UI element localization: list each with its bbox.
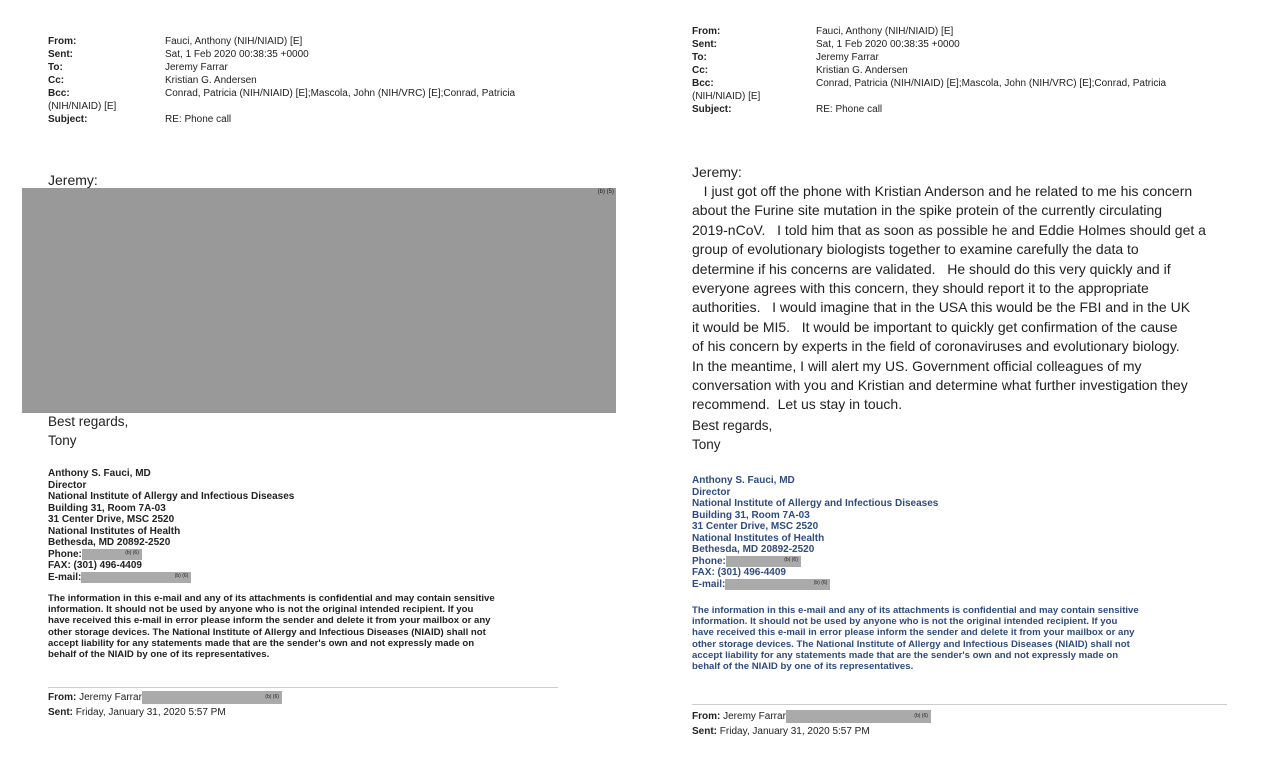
signature-line: 31 Center Drive, MSC 2520 <box>692 521 819 532</box>
body-line: of his concern by experts in the field of coronaviruses and evolutionary biology. <box>692 338 1180 355</box>
signature-line: Anthony S. Fauci, MD <box>48 468 151 479</box>
signature-line: Building 31, Room 7A-03 <box>692 509 810 521</box>
disclaimer-line: have received this e-mail in error please inform the sender and delete it from your mailbox or any <box>692 627 1135 639</box>
fax-line: FAX: (301) 496-4409 <box>48 560 142 571</box>
fax-line: FAX: (301) 496-4409 <box>692 567 786 578</box>
divider <box>692 704 1227 705</box>
signature-block <box>48 468 294 583</box>
from-value: Fauci, Anthony (NIH/NIAID) [E] <box>165 36 303 47</box>
disclaimer-line: behalf of the NIAID by one of its representatives. <box>48 649 270 661</box>
email-label: E-mail: <box>692 578 726 590</box>
closing-name: Tony <box>48 433 77 448</box>
prev-from-label: From: <box>48 692 77 703</box>
phone-redaction-tag: (b) (6) <box>125 549 139 556</box>
body-line: about the Furine site mutation in the spike protein of the currently circulating <box>692 202 1163 219</box>
body-line: it would be MI5. It would be important to quickly get confirmation of the cause <box>692 318 1178 335</box>
subject-value: RE: Phone call <box>165 114 232 125</box>
signature-line: Director <box>48 479 87 491</box>
signature-line: National Institutes of Health <box>48 525 181 537</box>
to-value: Jeremy Farrar <box>816 52 879 63</box>
body-line: everyone agrees with this concern, they should report it to the appropriate <box>692 280 1149 297</box>
to-label: To: <box>692 52 707 63</box>
body-line: group of evolutionary biologists together to examine carefully the data to <box>692 241 1139 258</box>
body-line: conversation with you and Kristian and determine what further investigation they <box>692 377 1188 394</box>
prev-sent-value: Friday, January 31, 2020 5:57 PM <box>75 707 226 718</box>
bcc-continued: (NIH/NIAID) [E] <box>692 91 761 102</box>
signature-block <box>692 475 938 590</box>
salutation: Jeremy: <box>48 172 98 188</box>
signature-line: National Institute of Allergy and Infectious Diseases <box>48 491 295 502</box>
disclaimer-line: behalf of the NIAID by one of its representatives. <box>692 661 914 673</box>
phone-label: Phone: <box>48 548 82 560</box>
disclaimer-line: information. It should not be used by anyone who is not the original intended recipient. If you <box>692 616 1118 628</box>
prev-from-redaction-tag: (b) (6) <box>265 693 279 700</box>
to-value: Jeremy Farrar <box>165 62 228 73</box>
bcc-value: Conrad, Patricia (NIH/NIAID) [E];Mascola, John (NIH/VRC) [E];Conrad, Patricia <box>165 88 516 99</box>
sent-value: Sat, 1 Feb 2020 00:38:35 +0000 <box>816 39 960 50</box>
divider <box>48 687 558 688</box>
disclaimer-line: The information in this e-mail and any of its attachments is confidential and may contain sensitive <box>48 593 495 604</box>
closing-name: Tony <box>692 437 721 452</box>
prev-from-label: From: <box>692 711 721 722</box>
signature-line: National Institutes of Health <box>692 532 825 544</box>
subject-value: RE: Phone call <box>816 104 883 115</box>
to-label: To: <box>48 62 63 73</box>
body-line: recommend. Let us stay in touch. <box>692 396 903 413</box>
disclaimer-line: The information in this e-mail and any of its attachments is confidential and may contain sensitive <box>692 605 1139 616</box>
email-header <box>48 35 608 126</box>
phone-line <box>692 556 938 568</box>
prev-from-value: Jeremy Farrar <box>723 711 786 722</box>
email-label: E-mail: <box>48 571 82 583</box>
disclaimer-line: have received this e-mail in error please inform the sender and delete it from your mailbox or any <box>48 615 491 627</box>
cc-label: Cc: <box>692 65 709 76</box>
cc-label: Cc: <box>48 75 65 86</box>
previous-message-header <box>48 690 282 720</box>
phone-redaction <box>82 549 142 560</box>
prev-from-value: Jeremy Farrar <box>79 692 142 703</box>
salutation: Jeremy: <box>692 164 742 180</box>
phone-line <box>48 549 294 561</box>
bcc-label: Bcc: <box>48 88 70 99</box>
subject-label: Subject: <box>48 114 88 125</box>
phone-redaction <box>726 556 801 567</box>
email-line <box>48 572 294 584</box>
body-line: In the meantime, I will alert my US. Government official colleagues of my <box>692 357 1142 374</box>
redaction-tag: (b) (5) <box>597 189 614 195</box>
disclaimer-line: information. It should not be used by anyone who is not the original intended recipient. If you <box>48 604 474 616</box>
body-line: 2019-nCoV. I told him that as soon as possible he and Eddie Holmes should get a <box>692 221 1206 238</box>
body-line: authorities. I would imagine that in the USA this would be the FBI and in the UK <box>692 299 1191 316</box>
signature-line: National Institute of Allergy and Infectious Diseases <box>692 498 939 509</box>
email-redaction <box>725 579 830 590</box>
sent-label: Sent: <box>692 39 717 50</box>
closing-regards: Best regards, <box>48 414 129 429</box>
message-body <box>692 182 1206 415</box>
disclaimer <box>692 605 1139 672</box>
from-value: Fauci, Anthony (NIH/NIAID) [E] <box>816 26 954 37</box>
email-header <box>692 25 1267 116</box>
signature-line: Director <box>692 486 731 498</box>
phone-label: Phone: <box>692 555 726 567</box>
signature-line: Bethesda, MD 20892-2520 <box>692 544 815 555</box>
closing <box>692 416 772 454</box>
bcc-label: Bcc: <box>692 78 714 89</box>
email-redaction-tag: (b) (6) <box>174 572 189 579</box>
email-redaction-tag: (b) (6) <box>813 579 828 586</box>
email-redaction <box>81 572 191 583</box>
bcc-continued: (NIH/NIAID) [E] <box>48 101 117 112</box>
redaction-block <box>22 188 616 413</box>
disclaimer-line: other storage devices. The National Institute of Allergy and Infectious Diseases (NIAID) shall not <box>48 626 486 638</box>
disclaimer-line: other storage devices. The National Institute of Allergy and Infectious Diseases (NIAID) shall not <box>692 638 1130 650</box>
signature-line: Building 31, Room 7A-03 <box>48 502 166 514</box>
signature-line: Anthony S. Fauci, MD <box>692 475 795 486</box>
previous-message-header <box>692 709 931 739</box>
disclaimer-line: accept liability for any statements made that are the sender's own and not expressly made on <box>692 649 1119 661</box>
body-line: I just got off the phone with Kristian Anderson and he related to me his concern <box>692 183 1193 199</box>
from-label: From: <box>692 26 721 37</box>
from-label: From: <box>48 36 77 47</box>
signature-line: 31 Center Drive, MSC 2520 <box>48 514 175 525</box>
cc-value: Kristian G. Andersen <box>165 75 257 86</box>
email-line <box>692 579 938 591</box>
sent-value: Sat, 1 Feb 2020 00:38:35 +0000 <box>165 49 309 60</box>
signature-line: Bethesda, MD 20892-2520 <box>48 537 171 548</box>
closing-regards: Best regards, <box>692 418 773 433</box>
prev-sent-label: Sent: <box>692 726 717 737</box>
disclaimer <box>48 593 495 660</box>
subject-label: Subject: <box>692 104 732 115</box>
disclaimer-line: accept liability for any statements made that are the sender's own and not expressly made on <box>48 637 475 649</box>
closing <box>48 412 128 450</box>
prev-sent-value: Friday, January 31, 2020 5:57 PM <box>719 726 870 737</box>
prev-from-redaction <box>142 691 282 704</box>
bcc-value: Conrad, Patricia (NIH/NIAID) [E];Mascola, John (NIH/VRC) [E];Conrad, Patricia <box>816 78 1167 89</box>
cc-value: Kristian G. Andersen <box>816 65 908 76</box>
sent-label: Sent: <box>48 49 73 60</box>
prev-from-redaction-tag: (b) (6) <box>914 712 928 719</box>
prev-from-redaction <box>786 710 931 723</box>
phone-redaction-tag: (b) (6) <box>784 556 798 563</box>
body-line: determine if his concerns are validated. He should do this very quickly and if <box>692 260 1171 277</box>
prev-sent-label: Sent: <box>48 707 73 718</box>
